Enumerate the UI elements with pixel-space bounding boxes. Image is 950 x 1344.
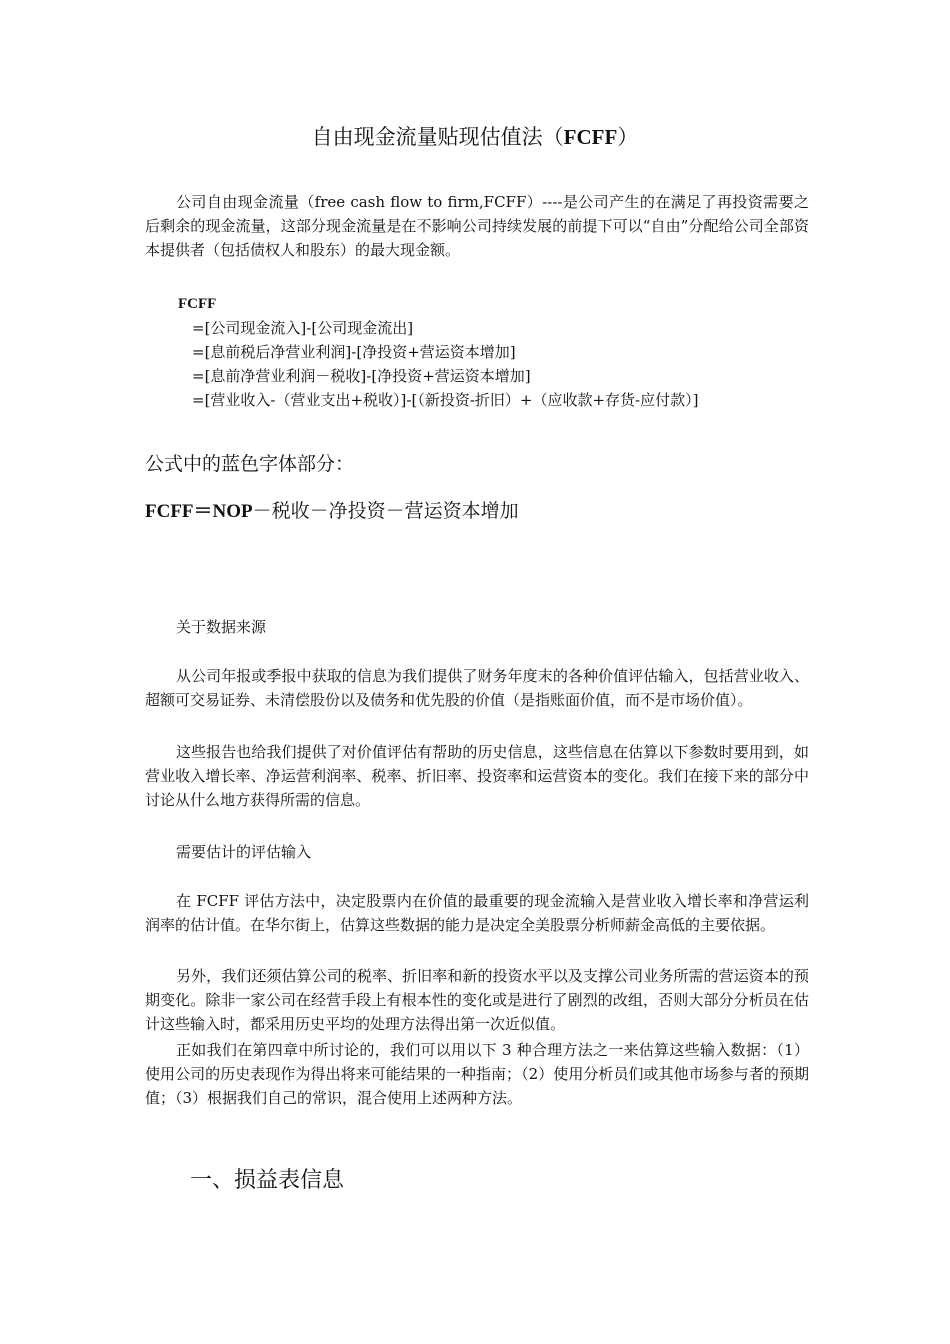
estimation-paragraph: 正如我们在第四章中所讨论的，我们可以用以下 3 种合理方法之一来估算这些输入数据：（1）使用公司的历史表现作为得出将来可能结果的一种指南；（2）使用分析员们或其他市场参与者的预期值；（3）根据我们自己的常识，混合使用上述两种方法。 <box>145 1041 809 1107</box>
fcff-formula <box>178 292 698 412</box>
title-close: ） <box>617 125 639 149</box>
formula-line: =[息前税后净营业利润]-[净投资+营运资本增加] <box>192 343 516 361</box>
document-title <box>0 122 950 152</box>
data-source-paragraph: 从公司年报或季报中获取的信息为我们提供了财务年度末的各种价值评估输入，包括营业收入、超额可交易证券、未清偿股份以及债务和优先股的价值（是指账面价值，而不是市场价值）。 <box>145 667 809 709</box>
formula-line: =[公司现金流入]-[公司现金流出] <box>192 319 414 337</box>
data-source-heading: 关于数据来源 <box>176 618 267 636</box>
estimation-paragraph: 另外，我们还须估算公司的税率、折旧率和新的投资水平以及支撑公司业务所需的营运资本的预期变化。除非一家公司在经营手段上有根本性的变化或是进行了剧烈的改组，否则大部分分析员在估计这些输入时，都采用历史平均的处理方法得出第一次近似值。 <box>145 967 809 1033</box>
title-bold: FCFF <box>563 125 618 149</box>
title-text: 自由现金流量贴现估值法（ <box>311 125 564 149</box>
estimation-heading: 需要估计的评估输入 <box>176 843 312 861</box>
blue-formula <box>145 497 519 526</box>
section-heading: 一、损益表信息 <box>190 1168 345 1193</box>
formula-line: =[息前净营业利润－税收]-[净投资+营运资本增加] <box>192 367 531 385</box>
formula-head: FCFF <box>178 296 217 312</box>
blue-note: 公式中的蓝色字体部分： <box>145 453 355 475</box>
data-source-paragraph: 这些报告也给我们提供了对价值评估有帮助的历史信息，这些信息在估算以下参数时要用到，如营业收入增长率、净运营利润率、税率、折旧率、投资率和运营资本的变化。我们在接下来的部分中讨论从什么地方获得所需的信息。 <box>145 743 809 809</box>
blue-formula-rest: －税收－净投资－营运资本增加 <box>252 500 519 522</box>
estimation-paragraph: 在 FCFF 评估方法中，决定股票内在价值的最重要的现金流输入是营业收入增长率和净营运利润率的估计值。在华尔街上，估算这些数据的能力是决定全美股票分析师薪金高低的主要依据。 <box>145 892 809 934</box>
blue-formula-bold: FCFF＝NOP <box>145 501 253 522</box>
formula-line: =[营业收入-（营业支出+税收）]-[（新投资-折旧）+（应收款+存货-应付款）] <box>192 391 699 409</box>
intro-paragraph: 公司自由现金流量（free cash flow to firm,FCFF）----是公司产生的在满足了再投资需要之后剩余的现金流量，这部分现金流量是在不影响公司持续发展的前提下可以“自由”分配给公司全部资本提供者（包括债权人和股东）的最大现金额。 <box>145 193 809 259</box>
